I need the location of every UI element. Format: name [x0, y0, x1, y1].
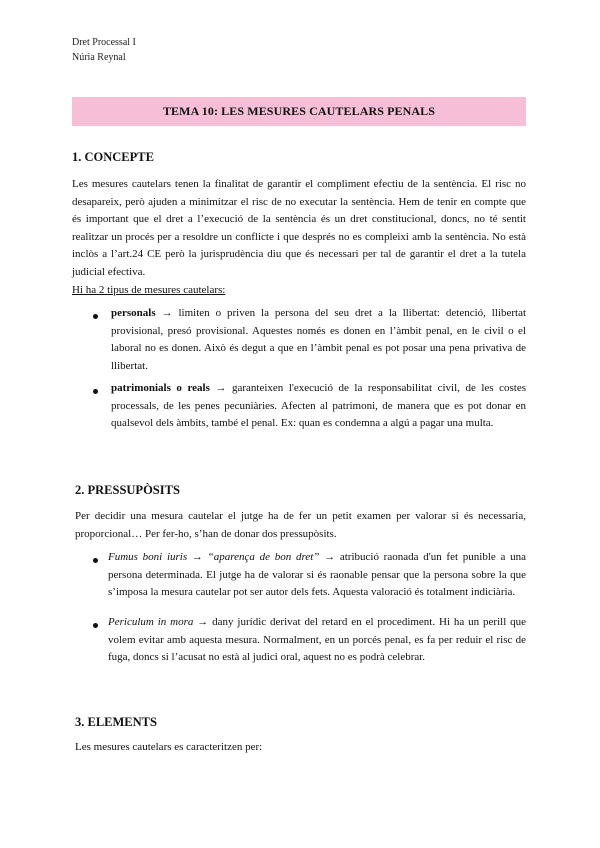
list-item-personals — [111, 305, 526, 375]
arrow-icon: → — [161, 307, 173, 319]
term-periculum: Periculum in mora — [108, 616, 194, 628]
arrow-icon: → — [324, 551, 336, 563]
bullet-icon — [93, 314, 98, 319]
item-text: garanteixen l'execució de la responsabilitat civil, de les costes processals, de les penes pecuniàries. Afecten al patrimoni, de manera que es pot donar en qualsevol dels àmbits, també el penal. Ex: quan es condemna a algú a pagar una multa. — [111, 382, 527, 430]
term-personals: personals — [111, 307, 156, 319]
arrow-icon: → — [215, 382, 227, 394]
elements-paragraph: Les mesures cautelars es caracteritzen per: — [75, 741, 263, 753]
pressuposits-paragraph: Per decidir una mesura cautelar el jutge ha de fer un petit examen per valorar si és necessaria, proporcional… Per fer-ho, s’han de donar dos pressupòsits. — [75, 510, 526, 540]
section-heading-pressuposits: 2. PRESSUPÒSITS — [75, 483, 180, 497]
list-item-fumus — [108, 549, 526, 602]
arrow-icon: → — [191, 551, 203, 563]
bullet-icon — [93, 558, 98, 563]
term-fumus: Fumus boni iuris — [108, 551, 188, 563]
list-item-periculum — [108, 614, 526, 667]
course-name: Dret Processal I — [72, 37, 136, 48]
bullet-icon — [93, 623, 98, 628]
list-item-patrimonials — [111, 380, 526, 433]
term-patrimonials: patrimonials o reals — [111, 382, 210, 394]
section-heading-elements: 3. ELEMENTS — [75, 715, 157, 729]
types-intro: Hi ha 2 tipus de mesures cautelars: — [72, 284, 226, 296]
page-header — [72, 35, 136, 65]
item-text: dany jurídic derivat del retard en el procediment. Hi ha un perill que volem evitar amb aquesta mesura. Normalment, en un porcés penal, es fa per reduir el risc de fuga, doncs si l’acusat no està al judici oral, aquest no es podrà celebrar. — [108, 616, 527, 664]
quote-text: “aparença de bon dret” — [207, 551, 320, 563]
title-banner: TEMA 10: LES MESURES CAUTELARS PENALS — [72, 97, 526, 126]
author-name: Núria Reynal — [72, 52, 126, 63]
item-text: limiten o priven la persona del seu dret a la llibertat: detenció, llibertat provisional, presó provisional. Aquestes només es donen en l’àmbit penal, en le civil o el laboral no es donen. Això és degut a que en l’àmbit penal es pot posar una pena privativa de llibertat. — [111, 307, 527, 372]
item-text: atribució raonada d'un fet punible a una persona determinada. El jutge ha de valorar si és raonable pensar que la persona sobre la que s’imposa la mesura cautelar pot ser autor dels fets. Aquesta valoració és totalment indiciària. — [108, 551, 526, 599]
bullet-icon — [93, 389, 98, 394]
section-heading-concepte: 1. CONCEPTE — [72, 150, 154, 164]
arrow-icon: → — [197, 616, 209, 628]
concepte-paragraph: Les mesures cautelars tenen la finalitat de garantir el compliment efectiu de la sentència. El risc no desapareix, però ajuden a minimitzar el risc de no executar la sentència. Hem de tenir en compte que és important que el dret a l’execució de la sentència és un dret constitucional, doncs, no té sentit realitzar un procés per a resoldre un conflicte i que després no es compleixi amb la sentència. No està inclòs a l’art.24 CE però la jurisprudència diu que és necessari per tal de garantir el dret a la tutela judicial efectiva. — [72, 178, 526, 278]
